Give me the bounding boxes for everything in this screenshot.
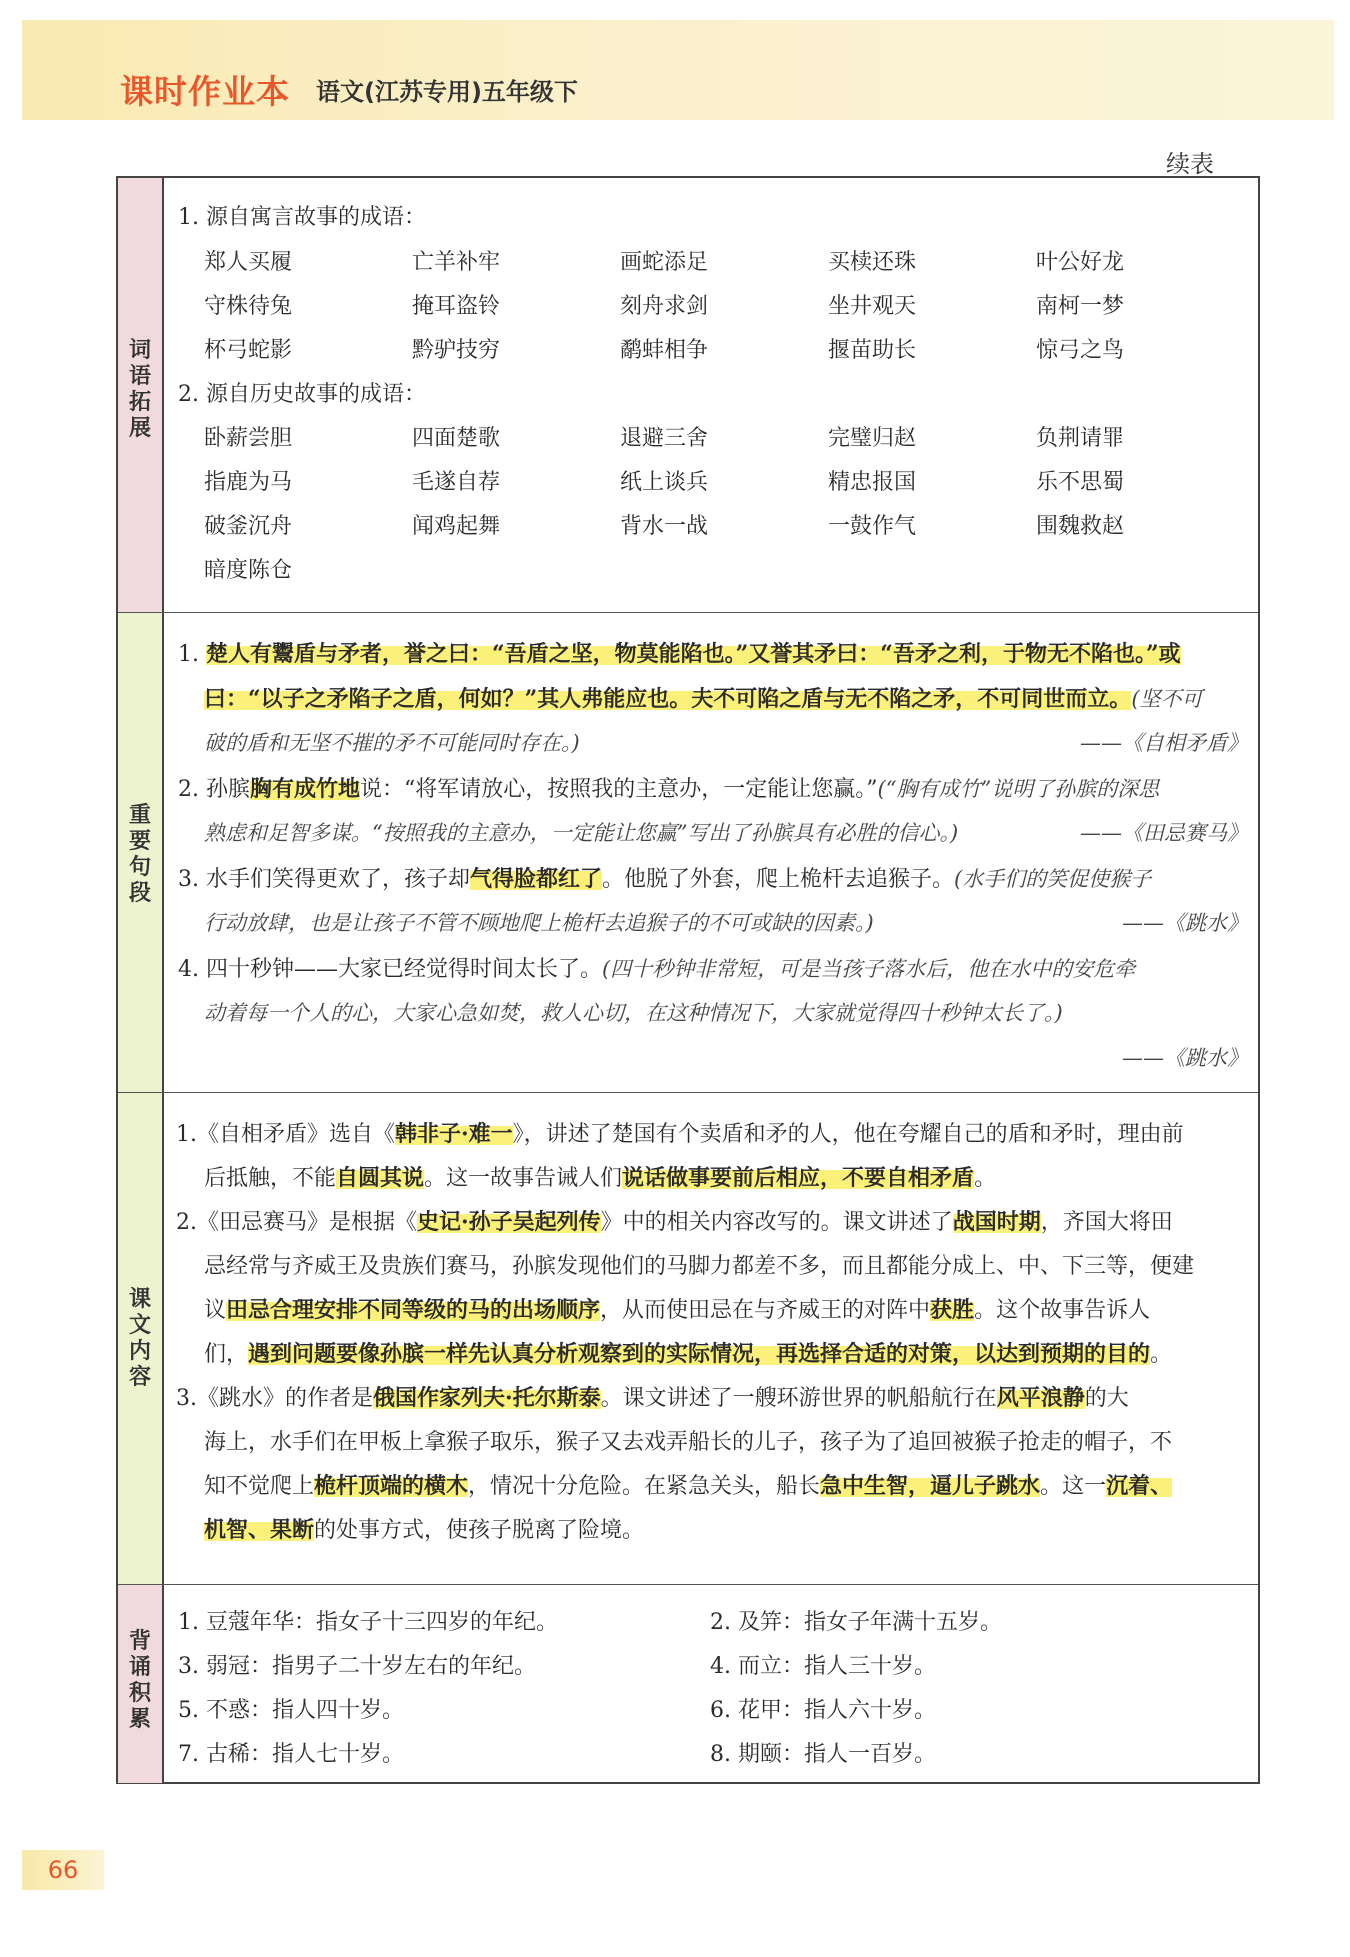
paragraph-line: 知不觉爬上桅杆顶端的横木，情况十分危险。在紧急关头，船长急中生智，逼儿子跳水。这一沉着、 <box>204 1473 1173 1499</box>
idiom: 完璧归赵 <box>828 426 917 451</box>
list-item: 7. 古稀：指人七十岁。 <box>178 1742 404 1767</box>
page-number: 66 <box>22 1850 104 1890</box>
source-label: ——《跳水》 <box>1122 911 1248 935</box>
section-label-box <box>118 1585 164 1783</box>
paragraph-line: 机智、果断的处事方式，使孩子脱离了险境。 <box>204 1517 645 1543</box>
sentence-line: 4. 四十秒钟——大家已经觉得时间太长了。(四十秒钟非常短，可是当孩子落水后，他在水中的安危牵 <box>178 957 1136 982</box>
list-item: 5. 不惑：指人四十岁。 <box>178 1698 404 1723</box>
brand-title: 课时作业本 <box>120 72 290 111</box>
idiom: 闻鸡起舞 <box>412 514 501 539</box>
idiom: 揠苗助长 <box>828 338 917 363</box>
source-label: ——《自相矛盾》 <box>1080 731 1248 755</box>
section-key-sentences <box>118 612 1258 1093</box>
idiom: 郑人买履 <box>204 250 293 275</box>
idiom: 指鹿为马 <box>204 470 293 495</box>
sentence-note: 动着每一个人的心，大家心急如焚，救人心切，在这种情况下，大家就觉得四十秒钟太长了。) <box>204 1001 1063 1025</box>
idiom: 围魏救赵 <box>1036 514 1125 539</box>
idiom: 亡羊补牢 <box>412 250 501 275</box>
idiom: 精忠报国 <box>828 470 917 495</box>
section-label-box <box>118 1093 164 1585</box>
idiom: 卧薪尝胆 <box>204 426 293 451</box>
sentence-line: 2. 孙膑胸有成竹地说：“将军请放心，按照我的主意办，一定能让您赢。”(“胸有成竹”说明了孙膑的深思 <box>178 776 1160 802</box>
list-item: 8. 期颐：指人一百岁。 <box>710 1742 936 1767</box>
section-label: 重 要 句 段 <box>128 803 151 906</box>
heading: 2. 源自历史故事的成语： <box>178 382 426 407</box>
idiom: 背水一战 <box>620 514 709 539</box>
section-label-box <box>118 178 164 612</box>
section-vocabulary <box>118 178 1258 612</box>
source-label: ——《跳水》 <box>1122 1046 1248 1070</box>
section-text-content <box>118 1092 1258 1585</box>
idiom: 南柯一梦 <box>1036 294 1125 319</box>
idiom: 黔驴技穷 <box>412 338 501 363</box>
list-item: 3. 弱冠：指男子二十岁左右的年纪。 <box>178 1654 536 1679</box>
idiom: 暗度陈仓 <box>204 558 293 583</box>
idiom: 纸上谈兵 <box>620 470 709 495</box>
idiom: 惊弓之鸟 <box>1036 338 1125 363</box>
list-item: 2. 及笄：指女子年满十五岁。 <box>710 1610 1002 1635</box>
paragraph-line: 2.《田忌赛马》是根据《史记·孙子吴起列传》中的相关内容改写的。课文讲述了战国时期，齐国大将田 <box>176 1209 1173 1235</box>
paragraph-line: 后抵触，不能自圆其说。这一故事告诫人们说话做事要前后相应，不要自相矛盾。 <box>204 1165 997 1191</box>
idiom: 破釜沉舟 <box>204 514 293 539</box>
list-item: 6. 花甲：指人六十岁。 <box>710 1698 936 1723</box>
section-label: 背 诵 积 累 <box>128 1629 151 1732</box>
list-item: 4. 而立：指人三十岁。 <box>710 1654 936 1679</box>
section-label: 词 语 拓 展 <box>128 338 151 441</box>
paragraph-line: 1.《自相矛盾》选自《韩非子·难一》，讲述了楚国有个卖盾和矛的人，他在夸耀自己的盾和矛时，理由前 <box>176 1121 1184 1147</box>
paragraph-line: 忌经常与齐威王及贵族们赛马，孙膑发现他们的马脚力都差不多，而且都能分成上、中、下三等，便建 <box>204 1254 1195 1279</box>
sentence-note: 熟虑和足智多谋。“按照我的主意办，一定能让您赢”写出了孙膑具有必胜的信心。) <box>204 821 959 845</box>
section-content <box>164 1585 1258 1783</box>
idiom: 掩耳盗铃 <box>412 294 501 319</box>
list-item: 1. 豆蔻年华：指女子十三四岁的年纪。 <box>178 1610 558 1635</box>
paragraph-line: 3.《跳水》的作者是俄国作家列夫·托尔斯泰。课文讲述了一艘环游世界的帆船航行在风平浪静的大 <box>176 1385 1129 1411</box>
idiom: 毛遂自荐 <box>412 470 501 495</box>
idiom: 叶公好龙 <box>1036 250 1125 275</box>
paragraph-line: 们，遇到问题要像孙膑一样先认真分析观察到的实际情况，再选择合适的对策，以达到预期的目的。 <box>204 1341 1173 1367</box>
paragraph-line: 议田忌合理安排不同等级的马的出场顺序，从而使田忌在与齐威王的对阵中获胜。这个故事告诉人 <box>204 1297 1151 1323</box>
section-label-box <box>118 613 164 1093</box>
idiom: 画蛇添足 <box>620 250 709 275</box>
section-content <box>164 1093 1258 1585</box>
content-table <box>116 176 1260 1784</box>
sentence-line: 3. 水手们笑得更欢了，孩子却气得脸都红了。他脱了外套，爬上桅杆去追猴子。(水手们的笑促使猴子 <box>178 866 1152 892</box>
idiom: 四面楚歌 <box>412 426 501 451</box>
idiom: 退避三舍 <box>620 426 709 451</box>
subject-title: 语文(江苏专用)五年级下 <box>316 78 578 106</box>
idiom: 乐不思蜀 <box>1036 470 1125 495</box>
sentence-line: 1. 楚人有鬻盾与矛者，誉之曰：“吾盾之坚，物莫能陷也。”又誉其矛曰：“吾矛之利，于物无不陷也。”或 <box>178 641 1181 667</box>
idiom: 坐井观天 <box>828 294 917 319</box>
idiom: 刻舟求剑 <box>620 294 709 319</box>
sentence-line: 曰：“以子之矛陷子之盾，何如？”其人弗能应也。夫不可陷之盾与无不陷之矛，不可同世而立。(坚不可 <box>204 686 1203 712</box>
section-content <box>164 178 1258 612</box>
idiom: 买椟还珠 <box>828 250 917 275</box>
sentence-note: 破的盾和无坚不摧的矛不可能同时存在。) <box>204 731 580 755</box>
sentence-note: 行动放肆，也是让孩子不管不顾地爬上桅杆去追猴子的不可或缺的因素。) <box>204 911 874 935</box>
section-label: 课 文 内 容 <box>128 1287 151 1390</box>
section-content <box>164 613 1258 1093</box>
idiom: 负荆请罪 <box>1036 426 1125 451</box>
idiom: 杯弓蛇影 <box>204 338 293 363</box>
section-recitation <box>118 1584 1258 1783</box>
idiom: 鹬蚌相争 <box>620 338 709 363</box>
continued-label: 续表 <box>1166 150 1214 178</box>
idiom: 一鼓作气 <box>828 514 917 539</box>
paragraph-line: 海上，水手们在甲板上拿猴子取乐，猴子又去戏弄船长的儿子，孩子为了追回被猴子抢走的帽子，不 <box>204 1430 1173 1455</box>
source-label: ——《田忌赛马》 <box>1080 821 1248 845</box>
idiom: 守株待兔 <box>204 294 293 319</box>
heading: 1. 源自寓言故事的成语： <box>178 205 426 230</box>
